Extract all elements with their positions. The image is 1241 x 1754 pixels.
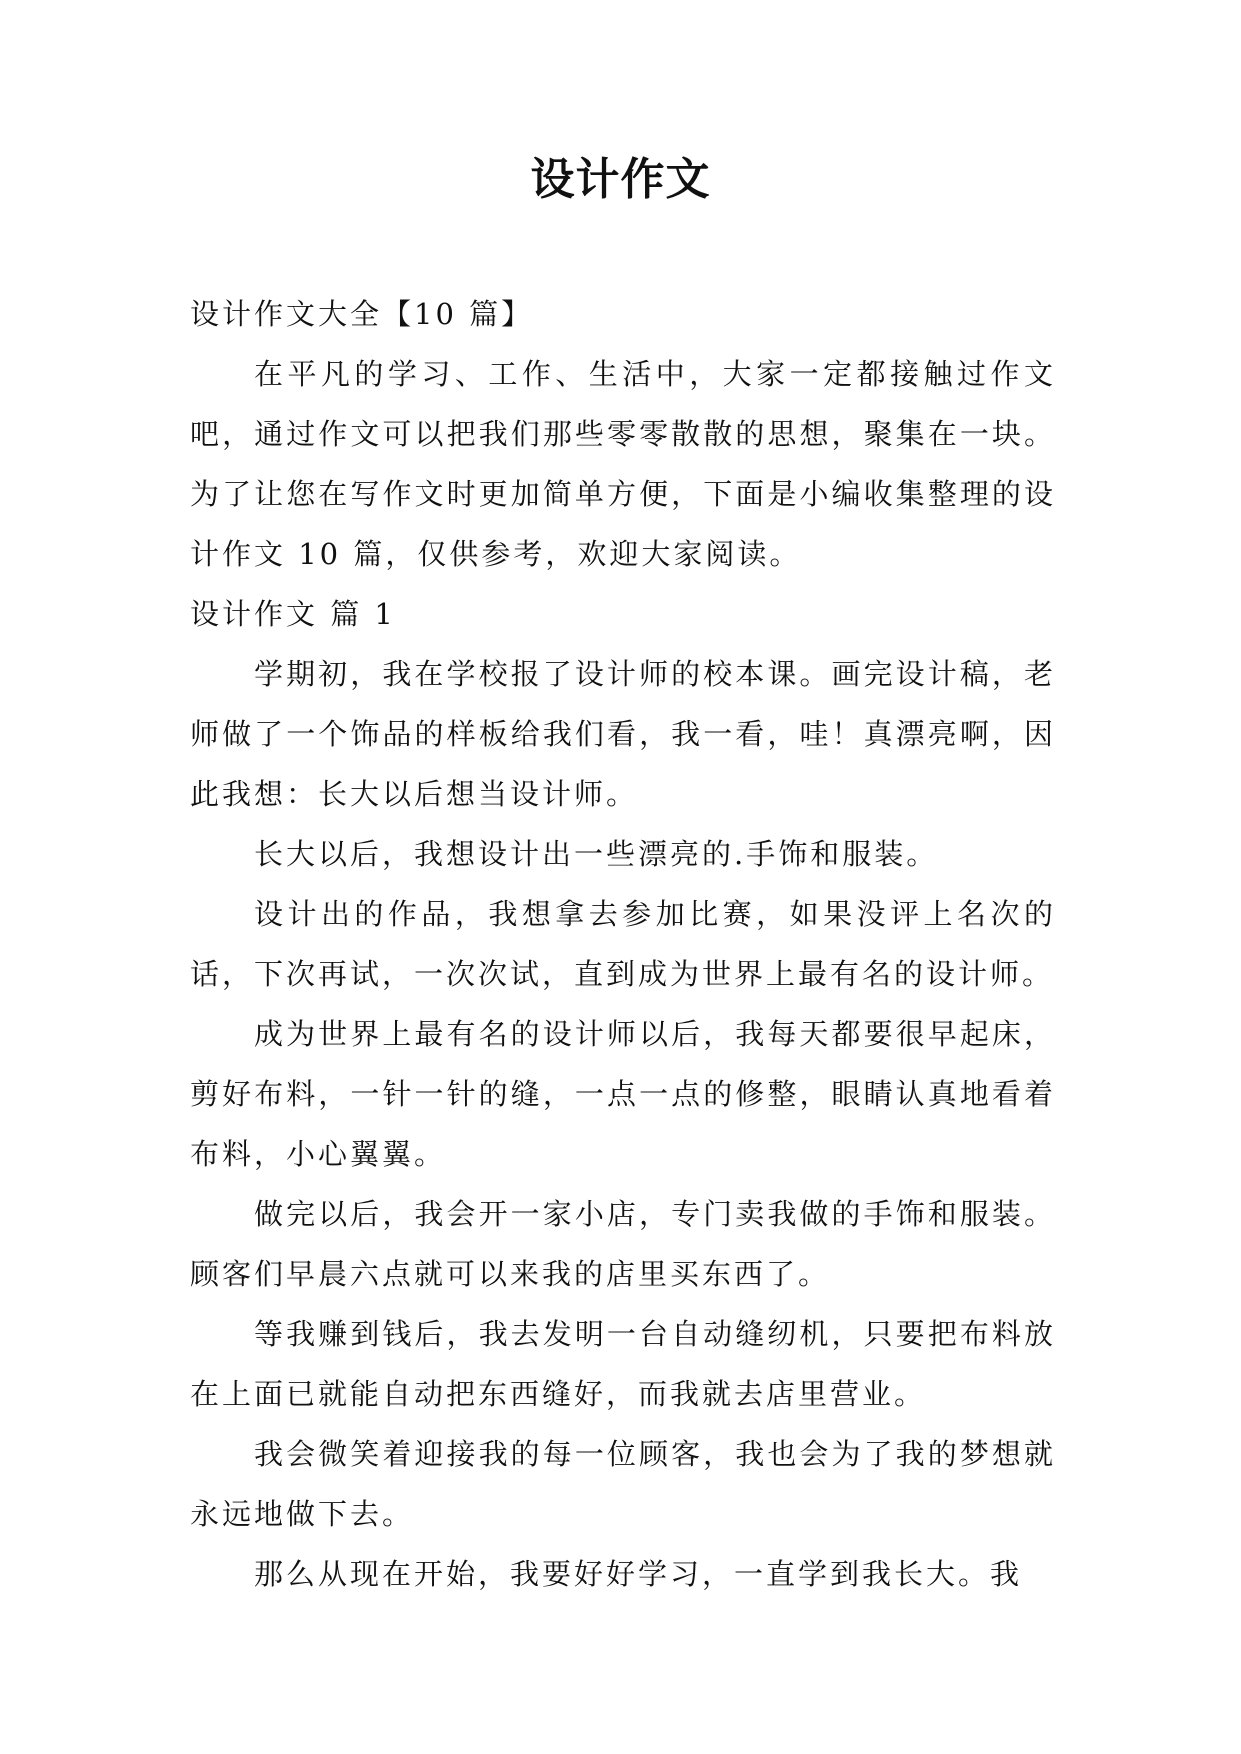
- body-paragraph: 长大以后，我想设计出一些漂亮的.手饰和服装。: [254, 837, 939, 871]
- body-paragraph: 做完以后，我会开一家小店，专门卖我做的手饰和服装。顾客们早晨六点就可以来我的店里买东西了。: [190, 1197, 1056, 1291]
- body-paragraph: 我会微笑着迎接我的每一位顾客，我也会为了我的梦想就永远地做下去。: [190, 1437, 1056, 1531]
- body-paragraph: 成为世界上最有名的设计师以后，我每天都要很早起床，剪好布料，一针一针的缝，一点一点的修整，眼睛认真地看着布料，小心翼翼。: [190, 1017, 1056, 1171]
- body-paragraph: 设计出的作品，我想拿去参加比赛，如果没评上名次的话，下次再试，一次次试，直到成为世界上最有名的设计师。: [190, 897, 1056, 991]
- document-subtitle: 设计作文大全【10 篇】: [190, 297, 534, 331]
- section-heading: 设计作文 篇 1: [190, 597, 396, 631]
- intro-paragraph: 在平凡的学习、工作、生活中，大家一定都接触过作文吧，通过作文可以把我们那些零零散散的思想，聚集在一块。为了让您在写作文时更加简单方便，下面是小编收集整理的设计作文 10 篇，仅供参考，欢迎大家阅读。: [190, 357, 1056, 571]
- document-title: 设计作文: [530, 154, 711, 205]
- body-paragraph: 那么从现在开始，我要好好学习，一直学到我长大。我: [254, 1557, 1023, 1591]
- body-paragraph: 学期初，我在学校报了设计师的校本课。画完设计稿，老师做了一个饰品的样板给我们看，我一看，哇！真漂亮啊，因此我想：长大以后想当设计师。: [190, 657, 1056, 811]
- body-paragraph: 等我赚到钱后，我去发明一台自动缝纫机，只要把布料放在上面已就能自动把东西缝好，而我就去店里营业。: [190, 1317, 1056, 1411]
- document-body: [190, 284, 1056, 1604]
